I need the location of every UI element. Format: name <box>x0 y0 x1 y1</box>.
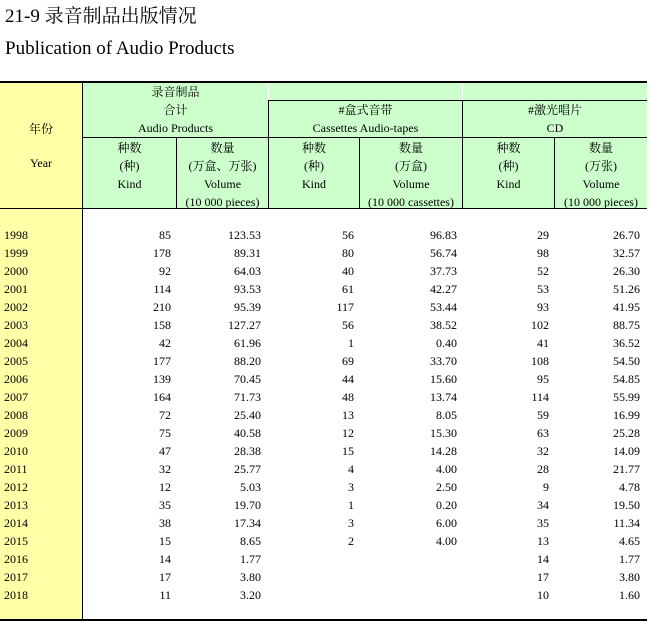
cell-total-vol: 95.39 <box>234 300 261 314</box>
cell-total-vol: 17.34 <box>234 516 261 530</box>
cell-year: 2002 <box>4 300 28 314</box>
cell-year: 2013 <box>4 498 28 512</box>
cell-total-vol: 64.03 <box>234 264 261 278</box>
cell-cd-vol: 51.26 <box>613 282 640 296</box>
cell-cd-vol: 26.30 <box>613 264 640 278</box>
cell-cd-vol: 41.95 <box>613 300 640 314</box>
cell-tape-kind: 61 <box>342 282 354 296</box>
cell-cd-kind: 93 <box>537 300 549 314</box>
cell-tape-vol: 8.05 <box>436 408 457 422</box>
cell-cd-vol: 19.50 <box>613 498 640 512</box>
cell-total-kind: 14 <box>159 552 171 566</box>
cell-cd-kind: 41 <box>537 336 549 350</box>
table-row <box>0 262 647 280</box>
cell-total-vol: 127.27 <box>228 318 261 332</box>
header-volume-en: Volume <box>392 177 430 191</box>
cell-tape-vol: 0.20 <box>436 498 457 512</box>
table-row <box>0 550 647 568</box>
cell-total-kind: 164 <box>153 390 171 404</box>
cell-tape-kind: 40 <box>342 264 354 278</box>
cell-cd-kind: 95 <box>537 372 549 386</box>
cell-cd-kind: 63 <box>537 426 549 440</box>
header-kind-en: Kind <box>117 177 142 191</box>
header-volume-cn: 数量 <box>210 141 235 155</box>
table-row <box>0 352 647 370</box>
cell-cd-kind: 32 <box>537 444 549 458</box>
cell-total-kind: 17 <box>159 570 171 584</box>
cell-year: 2000 <box>4 264 28 278</box>
cell-tape-kind: 56 <box>342 318 354 332</box>
cell-total-vol: 61.96 <box>234 336 261 350</box>
table-row <box>0 370 647 388</box>
cell-total-vol: 25.40 <box>234 408 261 422</box>
cell-year: 2014 <box>4 516 28 530</box>
cell-cd-vol: 55.99 <box>613 390 640 404</box>
cell-total-kind: 178 <box>153 246 171 260</box>
cell-total-kind: 85 <box>159 228 171 242</box>
cell-cd-kind: 28 <box>537 462 549 476</box>
table-row <box>0 406 647 424</box>
table-bottom-rule <box>0 619 647 621</box>
cell-tape-kind: 1 <box>348 336 354 350</box>
cell-cd-vol: 4.78 <box>619 480 640 494</box>
header-tape-kind <box>269 139 359 193</box>
header-year-en: Year <box>29 156 53 170</box>
cell-tape-vol: 42.27 <box>430 282 457 296</box>
cell-total-kind: 177 <box>153 354 171 368</box>
cell-tape-vol: 15.60 <box>430 372 457 386</box>
cell-year: 2004 <box>4 336 28 350</box>
cell-total-vol: 1.77 <box>240 552 261 566</box>
cell-total-vol: 93.53 <box>234 282 261 296</box>
cell-cd-kind: 34 <box>537 498 549 512</box>
header-kind-en: Kind <box>302 177 326 191</box>
header-total-cn2: 合计 <box>163 103 188 117</box>
header-cd-cn: #激光唱片 <box>527 103 582 117</box>
cell-total-kind: 12 <box>159 480 171 494</box>
cell-total-vol: 3.80 <box>240 570 261 584</box>
cell-year: 2016 <box>4 552 28 566</box>
cell-total-kind: 42 <box>159 336 171 350</box>
cell-tape-vol: 4.00 <box>436 534 457 548</box>
cell-cd-kind: 114 <box>531 390 549 404</box>
cell-cd-vol: 1.60 <box>619 588 640 602</box>
cell-total-kind: 114 <box>153 282 171 296</box>
cell-cd-vol: 1.77 <box>619 552 640 566</box>
cell-total-kind: 11 <box>159 588 171 602</box>
header-total-volume <box>177 139 268 211</box>
cell-cd-kind: 9 <box>543 480 549 494</box>
cell-total-vol: 25.77 <box>234 462 261 476</box>
table-row <box>0 496 647 514</box>
cell-cd-vol: 21.77 <box>613 462 640 476</box>
cell-cd-kind: 52 <box>537 264 549 278</box>
header-volume-unit: (万张) <box>585 159 617 173</box>
header-kind-unit: (种) <box>304 159 324 173</box>
cell-tape-vol: 38.52 <box>430 318 457 332</box>
cell-cd-vol: 32.57 <box>613 246 640 260</box>
cell-year: 2012 <box>4 480 28 494</box>
header-kind-en: Kind <box>496 177 521 191</box>
cell-total-kind: 47 <box>159 444 171 458</box>
header-volume-unit: (万盒、万张) <box>188 159 257 173</box>
cell-total-vol: 28.38 <box>234 444 261 458</box>
header-kind-cn: 种数 <box>301 141 326 155</box>
cell-year: 1999 <box>4 246 28 260</box>
cell-total-vol: 123.53 <box>228 228 261 242</box>
header-volume-en-unit: (10 000 pieces) <box>185 195 260 209</box>
header-year-cn: 年份 <box>28 122 53 136</box>
cell-cd-vol: 25.28 <box>613 426 640 440</box>
cell-year: 2008 <box>4 408 28 422</box>
cell-year: 2003 <box>4 318 28 332</box>
cell-year: 2018 <box>4 588 28 602</box>
cell-cd-kind: 102 <box>531 318 549 332</box>
cell-tape-vol: 33.70 <box>430 354 457 368</box>
cell-tape-vol: 37.73 <box>430 264 457 278</box>
table-row <box>0 226 647 244</box>
table-row <box>0 568 647 586</box>
cell-total-kind: 158 <box>153 318 171 332</box>
cell-tape-kind: 56 <box>342 228 354 242</box>
cell-cd-vol: 54.85 <box>613 372 640 386</box>
cell-total-kind: 35 <box>159 498 171 512</box>
table-row <box>0 514 647 532</box>
header-bottom-rule <box>0 208 647 209</box>
cell-total-vol: 40.58 <box>234 426 261 440</box>
cell-tape-vol: 14.28 <box>430 444 457 458</box>
cell-year: 2001 <box>4 282 28 296</box>
cell-cd-vol: 26.70 <box>613 228 640 242</box>
cell-cd-kind: 29 <box>537 228 549 242</box>
header-cd-en: CD <box>546 121 564 135</box>
table-row <box>0 280 647 298</box>
cell-year: 2006 <box>4 372 28 386</box>
cell-tape-vol: 96.83 <box>430 228 457 242</box>
header-total-cn1: 录音制品 <box>151 85 200 99</box>
cell-total-kind: 32 <box>159 462 171 476</box>
cell-tape-kind: 44 <box>342 372 354 386</box>
cell-tape-vol: 56.74 <box>430 246 457 260</box>
header-tape-volume <box>360 139 462 211</box>
table-row <box>0 388 647 406</box>
cell-total-vol: 71.73 <box>234 390 261 404</box>
header-volume-cn: 数量 <box>588 141 613 155</box>
header-cd-kind <box>463 139 554 193</box>
header-tape-cn: #盒式音带 <box>338 103 393 117</box>
cell-tape-vol: 53.44 <box>430 300 457 314</box>
header-total-kind <box>83 139 176 193</box>
cell-tape-kind: 117 <box>336 300 354 314</box>
cell-tape-vol: 15.30 <box>430 426 457 440</box>
cell-tape-kind: 4 <box>348 462 354 476</box>
cell-cd-kind: 17 <box>537 570 549 584</box>
cell-tape-kind: 80 <box>342 246 354 260</box>
cell-tape-kind: 48 <box>342 390 354 404</box>
cell-total-kind: 92 <box>159 264 171 278</box>
cell-tape-vol: 6.00 <box>436 516 457 530</box>
cell-tape-kind: 3 <box>348 480 354 494</box>
table-row <box>0 244 647 262</box>
cell-tape-kind: 69 <box>342 354 354 368</box>
table-row <box>0 334 647 352</box>
cell-total-vol: 8.65 <box>240 534 261 548</box>
cell-cd-vol: 88.75 <box>613 318 640 332</box>
cell-cd-kind: 108 <box>531 354 549 368</box>
subheader-rule <box>83 137 647 138</box>
cell-year: 2011 <box>4 462 28 476</box>
table-row <box>0 478 647 496</box>
cell-cd-kind: 13 <box>537 534 549 548</box>
cell-tape-kind: 2 <box>348 534 354 548</box>
table-row <box>0 298 647 316</box>
cell-cd-vol: 16.99 <box>613 408 640 422</box>
table-row <box>0 460 647 478</box>
cell-year: 2007 <box>4 390 28 404</box>
cell-cd-kind: 35 <box>537 516 549 530</box>
table-row <box>0 442 647 460</box>
header-volume-en-unit: (10 000 cassettes) <box>368 195 454 209</box>
page-title-en: Publication of Audio Products <box>5 38 235 59</box>
cell-total-vol: 70.45 <box>234 372 261 386</box>
cell-total-vol: 5.03 <box>240 480 261 494</box>
cell-total-kind: 15 <box>159 534 171 548</box>
cell-year: 2017 <box>4 570 28 584</box>
cell-tape-vol: 0.40 <box>436 336 457 350</box>
cell-tape-vol: 13.74 <box>430 390 457 404</box>
table-row <box>0 316 647 334</box>
header-volume-unit: (万盒) <box>395 159 427 173</box>
table-row <box>0 532 647 550</box>
cell-total-kind: 210 <box>153 300 171 314</box>
cell-total-kind: 38 <box>159 516 171 530</box>
cell-total-kind: 139 <box>153 372 171 386</box>
cell-year: 2015 <box>4 534 28 548</box>
page-title-cn: 21-9 录音制品出版情况 <box>5 6 197 27</box>
cell-cd-vol: 4.65 <box>619 534 640 548</box>
cell-year: 1998 <box>4 228 28 242</box>
cell-cd-vol: 14.09 <box>613 444 640 458</box>
cell-cd-kind: 53 <box>537 282 549 296</box>
cell-cd-vol: 54.50 <box>613 354 640 368</box>
cell-year: 2009 <box>4 426 28 440</box>
cell-tape-kind: 3 <box>348 516 354 530</box>
cell-total-vol: 89.31 <box>234 246 261 260</box>
cell-cd-vol: 11.34 <box>613 516 640 530</box>
cell-tape-vol: 4.00 <box>436 462 457 476</box>
cell-total-vol: 3.20 <box>240 588 261 602</box>
cell-total-vol: 88.20 <box>234 354 261 368</box>
cell-cd-kind: 59 <box>537 408 549 422</box>
cell-total-kind: 72 <box>159 408 171 422</box>
header-volume-cn: 数量 <box>398 141 423 155</box>
cell-total-kind: 75 <box>159 426 171 440</box>
cell-total-vol: 19.70 <box>234 498 261 512</box>
header-total-en: Audio Products <box>138 121 213 135</box>
cell-year: 2005 <box>4 354 28 368</box>
cell-tape-vol: 2.50 <box>436 480 457 494</box>
cell-cd-kind: 14 <box>537 552 549 566</box>
header-kind-unit: (种) <box>498 159 519 173</box>
header-tape-en: Cassettes Audio-tapes <box>312 121 419 135</box>
header-kind-cn: 种数 <box>117 141 142 155</box>
header-volume-en: Volume <box>582 177 620 191</box>
table-row <box>0 424 647 442</box>
header-kind-unit: (种) <box>119 159 140 173</box>
cell-cd-vol: 36.52 <box>613 336 640 350</box>
cell-tape-kind: 1 <box>348 498 354 512</box>
cell-cd-vol: 3.80 <box>619 570 640 584</box>
cell-cd-kind: 10 <box>537 588 549 602</box>
table-row <box>0 586 647 604</box>
cell-tape-kind: 15 <box>342 444 354 458</box>
header-volume-en-unit: (10 000 pieces) <box>564 195 638 209</box>
header-cd-volume <box>555 139 647 211</box>
header-kind-cn: 种数 <box>496 141 521 155</box>
cell-tape-kind: 13 <box>342 408 354 422</box>
cell-year: 2010 <box>4 444 28 458</box>
cell-cd-kind: 98 <box>537 246 549 260</box>
header-volume-en: Volume <box>203 177 242 191</box>
cell-tape-kind: 12 <box>342 426 354 440</box>
